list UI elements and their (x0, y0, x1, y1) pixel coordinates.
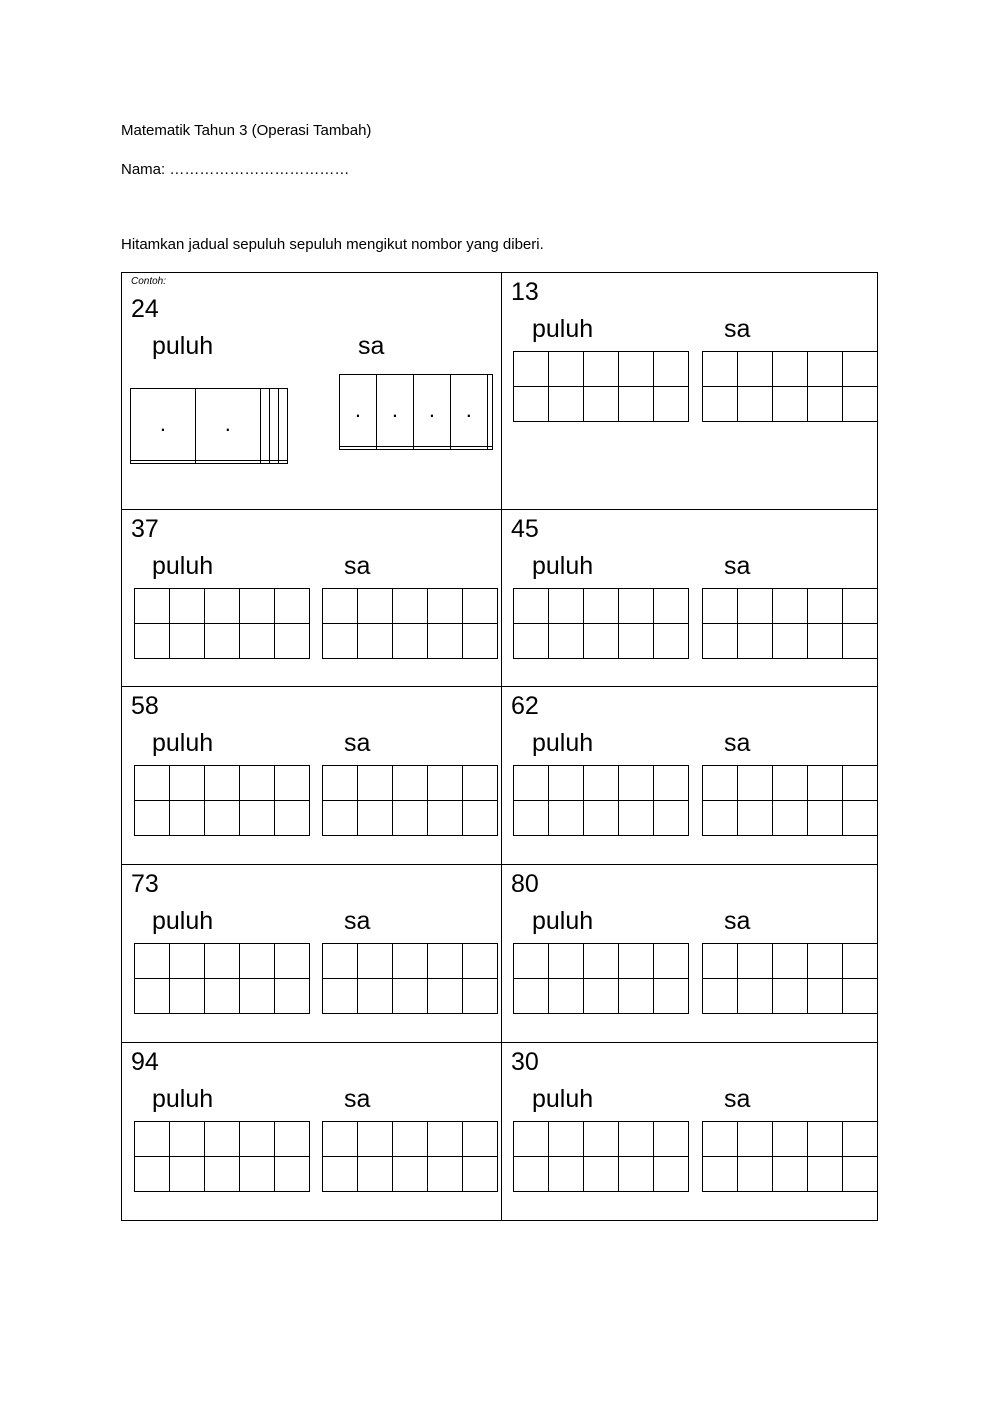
ten-frame-cell[interactable] (376, 446, 413, 449)
ten-frame-cell[interactable] (170, 589, 205, 624)
ten-frame-cell[interactable] (514, 387, 549, 422)
ten-frame-cell[interactable] (738, 387, 773, 422)
ten-frame-cell[interactable] (619, 766, 654, 801)
ten-frame-cell[interactable] (358, 944, 393, 979)
ten-frame-cell[interactable] (584, 979, 619, 1014)
ten-frame-cell[interactable] (808, 1157, 843, 1192)
ten-frame-cell[interactable] (619, 1122, 654, 1157)
ten-frame-cell[interactable] (808, 979, 843, 1014)
ones-ten-frame (322, 765, 498, 836)
ones-ten-frame (702, 588, 878, 659)
tens-label: puluh (152, 907, 214, 935)
dot-mark: . (159, 411, 166, 437)
ten-frame-cell[interactable] (428, 589, 463, 624)
ten-frame-cell[interactable] (773, 624, 808, 659)
ten-frame-cell[interactable] (393, 1122, 428, 1157)
ten-frame-cell[interactable] (275, 1122, 310, 1157)
ten-frame-cell[interactable] (514, 944, 549, 979)
ten-frame-cell[interactable] (738, 352, 773, 387)
tens-ten-frame (513, 1121, 689, 1192)
ten-frame-cell[interactable] (514, 352, 549, 387)
tens-ten-frame (134, 1121, 310, 1192)
ten-frame-cell[interactable] (413, 375, 450, 447)
ten-frame-cell[interactable] (808, 801, 843, 836)
ten-frame-cell[interactable] (584, 352, 619, 387)
ten-frame-cell[interactable] (240, 766, 275, 801)
ten-frame-cell[interactable] (514, 589, 549, 624)
ten-frame-cell[interactable] (135, 944, 170, 979)
ten-frame-cell[interactable] (413, 446, 450, 449)
ten-frame-cell[interactable] (205, 944, 240, 979)
instruction-text: Hitamkan jadual sepuluh sepuluh mengikut nombor yang diberi. (121, 236, 544, 253)
ten-frame-cell[interactable] (584, 1157, 619, 1192)
ones-ten-frame (322, 943, 498, 1014)
ten-frame-cell[interactable] (549, 766, 584, 801)
ten-frame-cell[interactable] (323, 801, 358, 836)
ten-frame-cell[interactable] (358, 801, 393, 836)
ten-frame-cell[interactable] (195, 460, 260, 463)
ten-frame-cell[interactable] (323, 1122, 358, 1157)
ten-frame-cell[interactable] (340, 375, 377, 447)
ten-frame-cell[interactable] (584, 801, 619, 836)
ten-frame-cell[interactable] (376, 375, 413, 447)
ten-frame-cell[interactable] (393, 624, 428, 659)
ten-frame-cell[interactable] (358, 624, 393, 659)
ten-frame-cell[interactable] (619, 1157, 654, 1192)
ten-frame-cell[interactable] (549, 801, 584, 836)
ten-frame-cell[interactable] (808, 766, 843, 801)
ten-frame-cell[interactable] (843, 801, 878, 836)
ten-frame-cell[interactable] (549, 387, 584, 422)
ten-frame-cell[interactable] (450, 375, 487, 447)
ten-frame-cell[interactable] (393, 766, 428, 801)
ten-frame-cell[interactable] (703, 352, 738, 387)
ten-frame-cell[interactable] (808, 1122, 843, 1157)
ten-frame-cell[interactable] (703, 387, 738, 422)
exercise-item (122, 865, 502, 1043)
item-number: 80 (511, 870, 539, 898)
ten-frame-cell[interactable] (170, 979, 205, 1014)
ones-label: sa (358, 332, 385, 360)
exercise-item (502, 510, 877, 687)
ten-frame-cell[interactable] (584, 766, 619, 801)
ten-frame-cell[interactable] (393, 1157, 428, 1192)
ten-frame-cell[interactable] (619, 979, 654, 1014)
ten-frame-cell[interactable] (135, 1122, 170, 1157)
ten-frame-cell[interactable] (487, 375, 492, 447)
ten-frame-cell[interactable] (428, 801, 463, 836)
ten-frame-cell[interactable] (463, 979, 498, 1014)
ten-frame-cell[interactable] (463, 766, 498, 801)
ten-frame-cell[interactable] (584, 589, 619, 624)
ten-frame-cell[interactable] (808, 589, 843, 624)
ten-frame-cell[interactable] (135, 1157, 170, 1192)
ten-frame-cell[interactable] (738, 944, 773, 979)
ten-frame-cell[interactable] (205, 589, 240, 624)
ones-ten-frame (702, 1121, 878, 1192)
item-number: 13 (511, 278, 539, 306)
ten-frame-cell[interactable] (773, 979, 808, 1014)
tens-label: puluh (532, 729, 594, 757)
ten-frame-cell[interactable] (773, 387, 808, 422)
ten-frame-cell[interactable] (654, 624, 689, 659)
ten-frame-cell[interactable] (323, 1157, 358, 1192)
ten-frame-cell[interactable] (205, 979, 240, 1014)
ten-frame-cell[interactable] (450, 446, 487, 449)
ten-frame-cell[interactable] (135, 589, 170, 624)
ten-frame-cell[interactable] (205, 1157, 240, 1192)
ones-label: sa (344, 552, 371, 580)
item-number: 94 (131, 1048, 159, 1076)
ten-frame-cell[interactable] (131, 460, 196, 463)
item-number: 37 (131, 515, 159, 543)
ten-frame-cell[interactable] (358, 1122, 393, 1157)
ten-frame-cell[interactable] (773, 352, 808, 387)
ten-frame-cell[interactable] (843, 1157, 878, 1192)
ten-frame-cell[interactable] (843, 1122, 878, 1157)
ten-frame-cell[interactable] (738, 624, 773, 659)
ten-frame-cell[interactable] (205, 1122, 240, 1157)
ten-frame-cell[interactable] (278, 460, 287, 463)
dot-mark: . (391, 397, 398, 423)
ten-frame-cell[interactable] (773, 801, 808, 836)
ten-frame-cell[interactable] (808, 387, 843, 422)
ten-frame-cell[interactable] (205, 624, 240, 659)
ten-frame-cell[interactable] (843, 979, 878, 1014)
ten-frame-cell[interactable] (514, 979, 549, 1014)
ten-frame-cell[interactable] (275, 1157, 310, 1192)
ten-frame-cell[interactable] (738, 979, 773, 1014)
tens-ten-frame (513, 765, 689, 836)
ten-frame-cell[interactable] (654, 1157, 689, 1192)
ten-frame-cell[interactable] (584, 1122, 619, 1157)
ten-frame-cell[interactable] (514, 801, 549, 836)
ten-frame-cell[interactable] (135, 766, 170, 801)
ten-frame-cell[interactable] (269, 460, 278, 463)
dot-mark: . (354, 397, 362, 423)
ten-frame-cell[interactable] (428, 766, 463, 801)
ten-frame-cell[interactable] (738, 1157, 773, 1192)
ten-frame-cell[interactable] (393, 589, 428, 624)
ones-ten-frame (702, 765, 878, 836)
ten-frame-cell[interactable] (703, 589, 738, 624)
tens-ten-frame (513, 943, 689, 1014)
ten-frame-cell[interactable] (654, 801, 689, 836)
ones-label: sa (724, 729, 751, 757)
ten-frame-cell[interactable] (773, 766, 808, 801)
ten-frame-cell[interactable] (275, 766, 310, 801)
ten-frame-cell[interactable] (323, 624, 358, 659)
ten-frame-cell[interactable] (843, 766, 878, 801)
ten-frame-cell[interactable] (843, 387, 878, 422)
item-number: 58 (131, 692, 159, 720)
ten-frame-cell[interactable] (654, 944, 689, 979)
ten-frame-cell[interactable] (275, 979, 310, 1014)
ten-frame-cell[interactable] (428, 1122, 463, 1157)
ten-frame-cell[interactable] (738, 589, 773, 624)
ten-frame-cell[interactable] (738, 1122, 773, 1157)
ten-frame-cell[interactable] (619, 624, 654, 659)
ten-frame-cell[interactable] (463, 1157, 498, 1192)
ten-frame-cell[interactable] (843, 352, 878, 387)
ten-frame-cell[interactable] (738, 766, 773, 801)
example-label: Contoh: (131, 276, 167, 287)
dot-mark: . (465, 397, 472, 423)
ten-frame-cell[interactable] (275, 801, 310, 836)
ten-frame-cell[interactable] (843, 944, 878, 979)
name-line: Nama: ……………………………… (121, 161, 350, 178)
ten-frame-cell[interactable] (358, 1157, 393, 1192)
ten-frame-cell[interactable] (654, 766, 689, 801)
ten-frame-cell[interactable] (514, 1122, 549, 1157)
ten-frame-cell[interactable] (703, 979, 738, 1014)
ten-frame-cell[interactable] (619, 801, 654, 836)
worksheet-title: Matematik Tahun 3 (Operasi Tambah) (121, 122, 372, 139)
ten-frame-cell[interactable] (428, 944, 463, 979)
ten-frame-cell[interactable] (240, 589, 275, 624)
ten-frame-cell[interactable] (170, 801, 205, 836)
ten-frame-cell[interactable] (703, 1122, 738, 1157)
ones-label: sa (344, 729, 371, 757)
ten-frame-cell[interactable] (323, 589, 358, 624)
ten-frame-cell[interactable] (463, 589, 498, 624)
ten-frame-cell[interactable] (275, 944, 310, 979)
ten-frame-cell[interactable] (654, 387, 689, 422)
ten-frame-cell[interactable] (135, 979, 170, 1014)
exercise-item (502, 273, 877, 510)
ten-frame-cell[interactable] (131, 389, 196, 461)
ten-frame-cell[interactable] (514, 1157, 549, 1192)
item-number: 24 (131, 295, 159, 323)
ten-frame-cell[interactable] (240, 801, 275, 836)
ten-frame-cell[interactable] (549, 944, 584, 979)
ten-frame-cell[interactable] (808, 624, 843, 659)
ones-ten-frame (339, 374, 493, 450)
ten-frame-cell[interactable] (428, 979, 463, 1014)
ones-ten-frame (702, 351, 878, 422)
ten-frame-cell[interactable] (654, 1122, 689, 1157)
tens-label: puluh (532, 907, 594, 935)
ten-frame-cell[interactable] (275, 589, 310, 624)
ten-frame-cell[interactable] (170, 1157, 205, 1192)
ten-frame-cell[interactable] (738, 801, 773, 836)
ten-frame-cell[interactable] (240, 979, 275, 1014)
ten-frame-cell[interactable] (703, 1157, 738, 1192)
ten-frame-cell[interactable] (703, 801, 738, 836)
ten-frame-cell[interactable] (549, 589, 584, 624)
item-number: 62 (511, 692, 539, 720)
ones-label: sa (724, 1085, 751, 1113)
ten-frame-cell[interactable] (549, 1157, 584, 1192)
exercise-item (502, 1043, 877, 1220)
ones-label: sa (724, 907, 751, 935)
ten-frame-cell[interactable] (260, 389, 269, 461)
ten-frame-cell[interactable] (773, 1122, 808, 1157)
ten-frame-cell[interactable] (240, 624, 275, 659)
ten-frame-cell[interactable] (170, 1122, 205, 1157)
ten-frame-cell[interactable] (654, 352, 689, 387)
dot-mark: . (428, 397, 435, 423)
ten-frame-cell[interactable] (703, 624, 738, 659)
ten-frame-cell[interactable] (358, 979, 393, 1014)
ones-label: sa (344, 1085, 371, 1113)
ten-frame-cell[interactable] (654, 589, 689, 624)
ten-frame-cell[interactable] (240, 944, 275, 979)
ten-frame-cell[interactable] (514, 766, 549, 801)
worksheet-grid (121, 272, 878, 1221)
ten-frame-cell[interactable] (260, 460, 269, 463)
ten-frame-cell[interactable] (549, 352, 584, 387)
tens-label: puluh (532, 552, 594, 580)
ten-frame-cell[interactable] (463, 944, 498, 979)
ten-frame-cell[interactable] (773, 589, 808, 624)
ten-frame-cell[interactable] (205, 766, 240, 801)
tens-label: puluh (152, 1085, 214, 1113)
ten-frame-cell[interactable] (463, 624, 498, 659)
ten-frame-cell[interactable] (428, 624, 463, 659)
ten-frame-cell[interactable] (549, 624, 584, 659)
ten-frame-cell[interactable] (703, 766, 738, 801)
ten-frame-cell[interactable] (549, 1122, 584, 1157)
ten-frame-cell[interactable] (340, 446, 377, 449)
ten-frame-cell[interactable] (205, 801, 240, 836)
ten-frame-cell[interactable] (393, 944, 428, 979)
ten-frame-cell[interactable] (170, 944, 205, 979)
ten-frame-cell[interactable] (170, 766, 205, 801)
tens-label: puluh (532, 1085, 594, 1113)
ten-frame-cell[interactable] (654, 979, 689, 1014)
ten-frame-cell[interactable] (393, 801, 428, 836)
ten-frame-cell[interactable] (170, 624, 205, 659)
ten-frame-cell[interactable] (195, 389, 260, 461)
ten-frame-cell[interactable] (487, 446, 492, 449)
exercise-item (502, 687, 877, 865)
exercise-item (122, 510, 502, 687)
ten-frame-cell[interactable] (843, 624, 878, 659)
ten-frame-cell[interactable] (619, 387, 654, 422)
item-number: 73 (131, 870, 159, 898)
ten-frame-cell[interactable] (843, 589, 878, 624)
dot-mark: . (224, 411, 231, 437)
tens-ten-frame (134, 588, 310, 659)
ten-frame-cell[interactable] (323, 944, 358, 979)
ten-frame-cell[interactable] (358, 589, 393, 624)
tens-ten-frame (134, 943, 310, 1014)
ten-frame-cell[interactable] (240, 1122, 275, 1157)
ten-frame-cell[interactable] (619, 352, 654, 387)
exercise-item (502, 865, 877, 1043)
tens-ten-frame (513, 588, 689, 659)
tens-label: puluh (152, 332, 214, 360)
ten-frame-cell[interactable] (808, 944, 843, 979)
ten-frame-cell[interactable] (584, 387, 619, 422)
ten-frame-cell[interactable] (358, 766, 393, 801)
tens-ten-frame (513, 351, 689, 422)
ten-frame-cell[interactable] (269, 389, 278, 461)
ten-frame-cell[interactable] (278, 389, 287, 461)
ten-frame-cell[interactable] (393, 979, 428, 1014)
ten-frame-cell[interactable] (463, 801, 498, 836)
ten-frame-cell[interactable] (514, 624, 549, 659)
ten-frame-cell[interactable] (323, 766, 358, 801)
tens-label: puluh (152, 552, 214, 580)
ten-frame-cell[interactable] (773, 1157, 808, 1192)
ten-frame-cell[interactable] (619, 589, 654, 624)
ones-ten-frame (322, 588, 498, 659)
tens-label: puluh (152, 729, 214, 757)
exercise-item (122, 1043, 502, 1220)
ones-ten-frame (322, 1121, 498, 1192)
ten-frame-cell[interactable] (428, 1157, 463, 1192)
item-number: 30 (511, 1048, 539, 1076)
ones-label: sa (344, 907, 371, 935)
ten-frame-cell[interactable] (808, 352, 843, 387)
ten-frame-cell[interactable] (240, 1157, 275, 1192)
example-item (122, 273, 502, 510)
ones-ten-frame (702, 943, 878, 1014)
ten-frame-cell[interactable] (323, 979, 358, 1014)
ten-frame-cell[interactable] (463, 1122, 498, 1157)
tens-label: puluh (532, 315, 594, 343)
tens-ten-frame (134, 765, 310, 836)
ten-frame-cell[interactable] (549, 979, 584, 1014)
ten-frame-cell[interactable] (773, 944, 808, 979)
item-number: 45 (511, 515, 539, 543)
exercise-item (122, 687, 502, 865)
ten-frame-cell[interactable] (619, 944, 654, 979)
ten-frame-cell[interactable] (135, 624, 170, 659)
ones-label: sa (724, 552, 751, 580)
ten-frame-cell[interactable] (275, 624, 310, 659)
tens-ten-frame (130, 388, 288, 464)
ones-label: sa (724, 315, 751, 343)
ten-frame-cell[interactable] (703, 944, 738, 979)
ten-frame-cell[interactable] (584, 624, 619, 659)
ten-frame-cell[interactable] (584, 944, 619, 979)
ten-frame-cell[interactable] (135, 801, 170, 836)
